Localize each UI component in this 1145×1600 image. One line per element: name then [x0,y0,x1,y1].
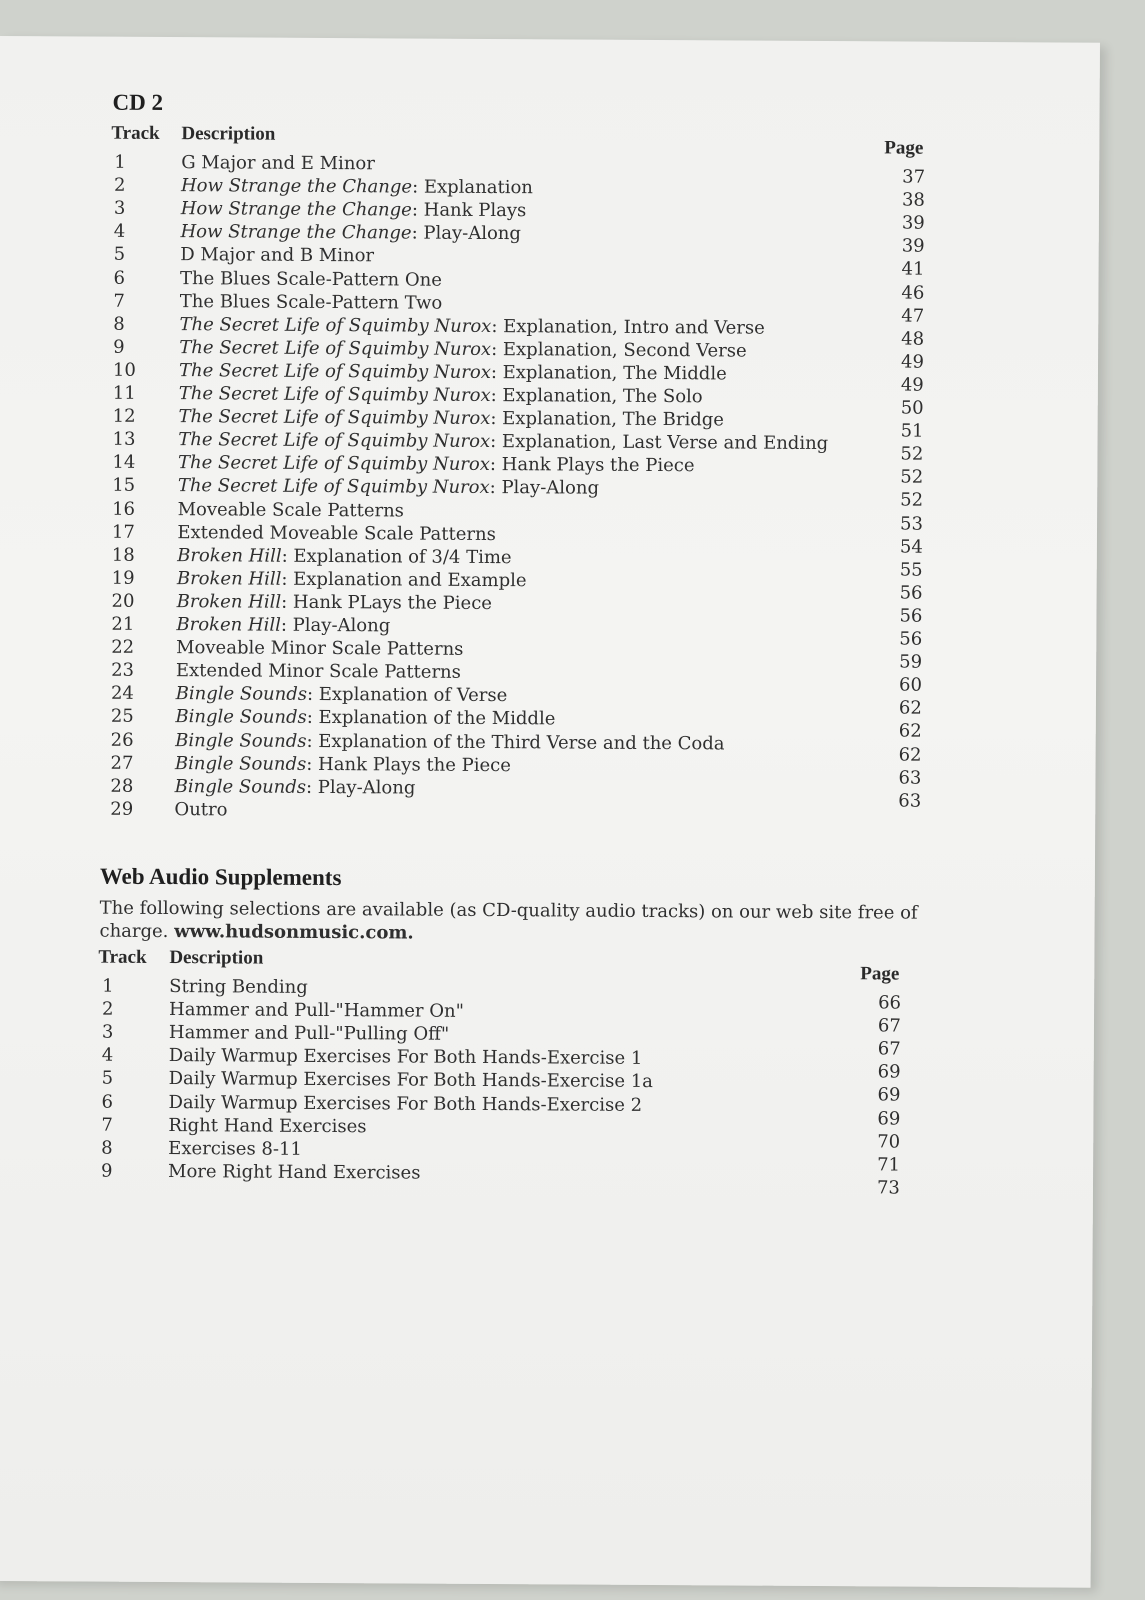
piece-title: Bingle Sounds [175,729,307,752]
page-number: 71 [877,1154,901,1176]
track-number: 22 [111,636,135,658]
track-number: 19 [111,567,135,589]
track-description: Daily Warmup Exercises For Both Hands-Exercise 1a [168,1068,653,1093]
cd2-track-header: Track [111,122,160,144]
description-text: The Blues Scale-Pattern Two [179,290,443,314]
track-description: Hammer and Pull-"Pulling Off" [168,1022,450,1045]
track-number: 23 [111,659,135,682]
page-number: 62 [898,720,922,743]
page-number: 56 [899,582,923,604]
track-number: 7 [113,290,125,312]
track-number: 5 [113,244,126,266]
piece-title: The Secret Life of Squimby Nurox [178,429,491,453]
track-description [179,382,703,408]
web-supplements-title: Web Audio Supplements [99,863,342,891]
piece-title: The Secret Life of Squimby Nurox [178,406,491,430]
track-description [181,197,527,222]
page-number: 48 [901,328,925,350]
piece-title: Broken Hill [176,590,282,613]
page-number: 62 [898,744,922,766]
track-number: 1 [102,975,114,997]
track-number: 12 [112,405,136,427]
page-number: 52 [900,489,924,512]
description-text: : Play-Along [305,776,416,799]
page-number: 55 [899,559,923,581]
track-number: 15 [112,475,136,497]
track-description [175,705,555,730]
track-description: Daily Warmup Exercises For Both Hands-Exercise 1 [168,1045,643,1070]
piece-title: The Secret Life of Squimby Nurox [178,359,491,383]
page-number: 60 [898,674,923,696]
track-description [180,243,374,267]
description-text: : Hank Plays the Piece [489,454,695,477]
track-description: More Right Hand Exercises [168,1160,421,1184]
page-number: 69 [877,1061,901,1083]
cd2-page-header: Page [884,137,924,159]
page-number: 37 [902,166,926,188]
track-number: 6 [113,267,126,289]
description-text: Moveable Scale Patterns [177,498,405,521]
track-description [177,590,492,615]
track-number: 7 [101,1114,113,1136]
piece-title: How Strange the Change [180,221,412,244]
description-text: Extended Moveable Scale Patterns [177,521,496,545]
piece-title: The Secret Life of Squimby Nurox [178,452,490,476]
page-number: 49 [900,374,924,396]
track-number: 10 [112,359,136,381]
description-text: : Explanation, Second Verse [491,338,747,362]
track-description: String Bending [169,976,308,998]
description-text: The Blues Scale-Pattern One [179,267,442,291]
track-number: 17 [111,521,135,543]
track-description: Hammer and Pull-"Hammer On" [168,999,464,1022]
track-description [177,521,496,546]
track-description [180,220,521,245]
description-text: : Explanation, Last Verse and Ending [490,431,829,455]
page-number: 70 [877,1130,901,1153]
page-number: 67 [877,1038,901,1060]
track-number: 8 [113,313,125,335]
track-number: 21 [111,613,135,635]
track-description [177,544,512,569]
piece-title: Broken Hill [176,614,281,636]
track-number: 9 [113,336,125,358]
description-text: D Major and B Minor [180,244,375,267]
description-text: : Explanation, The Middle [490,361,727,385]
track-number: 26 [110,729,134,751]
track-description [175,752,511,777]
page-number: 67 [877,1015,901,1037]
description-text: G Major and E Minor [181,152,375,175]
track-number: 20 [111,590,135,612]
track-description [176,659,461,684]
piece-title: The Secret Life of Squimby Nurox [179,313,492,337]
description-text: : Explanation, Intro and Verse [491,315,765,339]
track-description [175,775,416,799]
page-number: 49 [900,351,924,373]
cd2-title: CD 2 [112,89,164,115]
track-number: 16 [112,498,136,520]
description-text: : Explanation of Verse [306,684,508,707]
page-number: 53 [899,513,924,535]
track-description: Exercises 8-11 [168,1137,302,1160]
description-text: : Explanation of the Middle [306,707,556,730]
piece-title: Bingle Sounds [175,683,308,706]
page-number: 56 [899,628,923,650]
web-description-header: Description [169,947,264,969]
track-description [181,174,533,199]
description-text: : Play-Along [411,222,522,245]
track-description [179,359,727,385]
track-number: 28 [110,775,134,797]
piece-title: The Secret Life of Squimby Nurox [179,336,492,360]
track-description [179,336,746,362]
website-url: www.hudsonmusic.com. [174,921,414,944]
track-description [176,682,508,707]
page-number: 39 [901,212,925,234]
track-number: 3 [113,197,126,219]
description-text: : Hank Plays the Piece [306,753,511,776]
piece-title: The Secret Life of Squimby Nurox [178,383,491,407]
track-number: 24 [110,682,134,705]
page-number: 66 [878,992,902,1014]
track-number: 29 [110,798,134,820]
track-number: 25 [110,706,134,728]
piece-title: Broken Hill [177,544,282,567]
description-text: Extended Minor Scale Patterns [175,660,461,684]
track-number: 11 [112,382,136,404]
intro-text: The following selections are available (as CD-quality audio tracks) on our web site free of charge. [99,897,918,943]
track-description [180,290,443,315]
track-description [178,474,599,500]
page-number: 47 [901,305,925,327]
piece-title: How Strange the Change [180,175,413,198]
page-number: 51 [900,420,924,442]
track-description [180,267,442,292]
description-text: : Explanation, The Bridge [490,408,725,431]
track-number: 4 [113,220,126,243]
web-supplements-intro [99,897,919,948]
track-number: 4 [101,1044,114,1067]
track-description [175,729,725,755]
description-text: : Explanation [412,176,534,199]
track-number: 9 [101,1160,113,1182]
page-number: 46 [901,282,925,304]
page-number: 63 [898,790,922,812]
piece-title: How Strange the Change [180,198,412,221]
track-number: 18 [111,544,135,566]
page-number: 39 [901,235,925,257]
description-text: : Explanation of 3/4 Time [281,545,512,568]
track-description [178,498,404,522]
track-number: 2 [114,174,126,196]
track-number: 1 [114,151,126,173]
track-description [177,567,527,592]
piece-title: Bingle Sounds [174,775,307,798]
description-text: : Play-Along [489,477,600,500]
web-page-header: Page [860,963,900,985]
description-text: : Explanation and Example [281,568,527,592]
page-number: 69 [877,1084,901,1106]
description-text: : Play-Along [280,614,391,637]
track-description [176,636,463,661]
track-number: 5 [101,1068,114,1090]
track-description [178,405,724,431]
page-number: 56 [899,605,923,627]
description-text: : Hank Plays [411,199,527,222]
page-number: 50 [900,397,924,419]
track-description: Right Hand Exercises [168,1114,367,1137]
track-number: 27 [110,752,134,774]
track-description [181,151,375,175]
piece-title: The Secret Life of Squimby Nurox [177,475,490,499]
description-text: : Explanation, The Solo [490,385,703,408]
page-number: 59 [899,651,923,673]
piece-title: Bingle Sounds [175,706,307,729]
page-number: 41 [901,258,925,281]
page-number: 52 [900,466,924,488]
track-number: 6 [101,1091,114,1113]
track-number: 14 [112,451,136,474]
page-number: 52 [900,443,924,465]
description-text: Outro [174,798,228,821]
page-number: 38 [901,189,925,211]
cd2-description-header: Description [181,123,276,145]
page-number: 73 [876,1177,900,1199]
page-number: 63 [898,767,922,789]
track-description [179,313,764,340]
track-description: Daily Warmup Exercises For Both Hands-Exercise 2 [168,1091,643,1116]
page-number: 69 [877,1107,901,1130]
description-text: : Hank PLays the Piece [281,591,493,614]
track-number: 2 [101,998,114,1020]
web-track-header: Track [98,946,147,968]
book-page [0,36,1100,1588]
piece-title: Broken Hill [176,567,282,590]
track-description [178,451,695,477]
track-number: 3 [101,1021,114,1043]
description-text: : Explanation of the Third Verse and the Coda [306,730,725,754]
piece-title: Bingle Sounds [174,752,307,775]
track-number: 13 [112,428,136,451]
page-number: 54 [899,536,923,558]
track-description [174,798,227,821]
track-description [176,613,390,637]
track-number: 8 [101,1137,113,1159]
description-text: Moveable Minor Scale Patterns [176,637,464,660]
page-number: 62 [898,697,922,719]
